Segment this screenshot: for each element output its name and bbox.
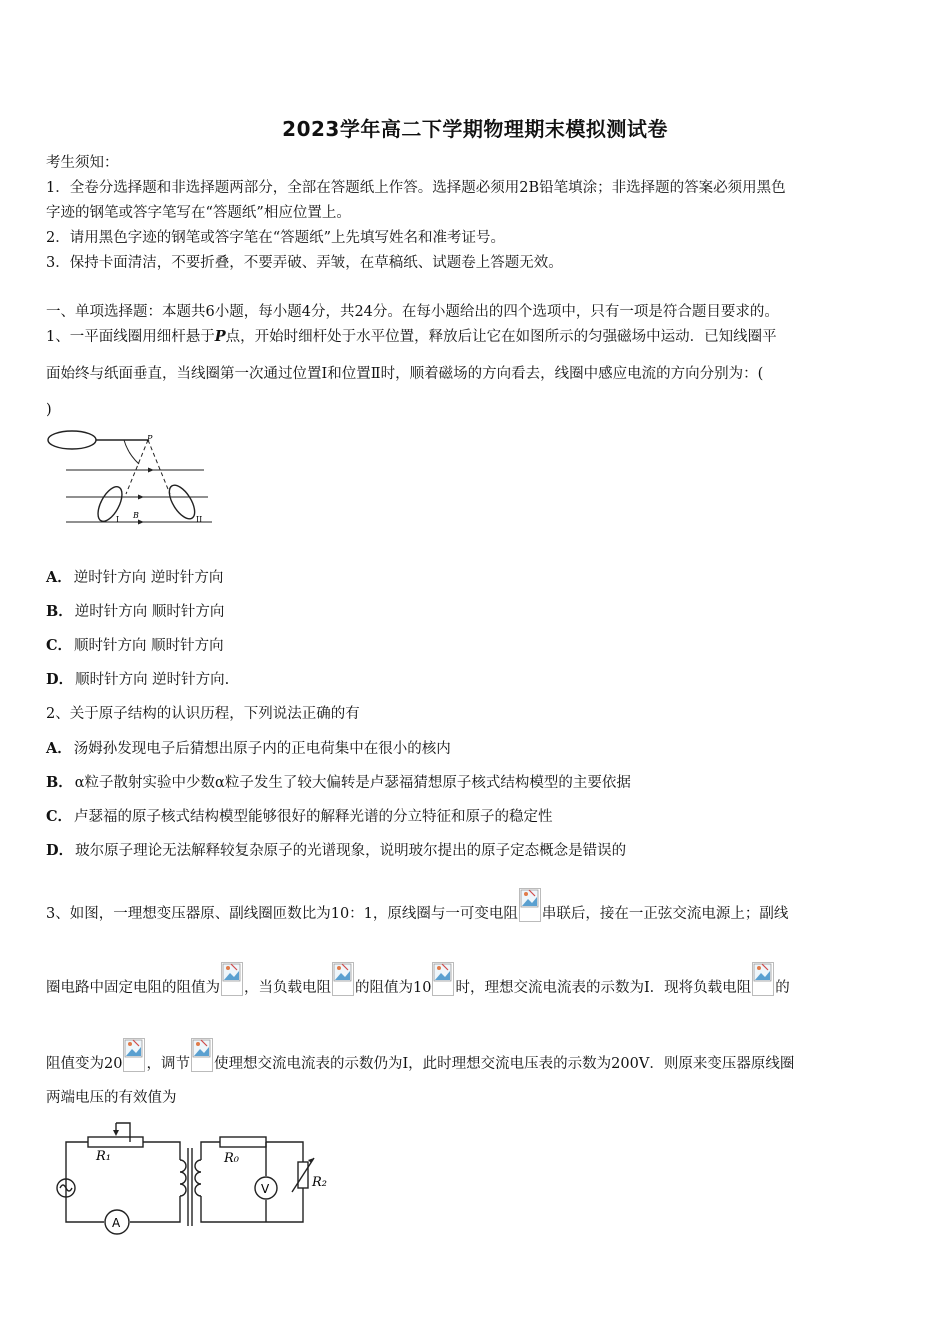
q1-stem-text: 点，开始时细杆处于水平位置，释放后让它在如图所示的匀强磁场中运动．已知线圈平 (225, 329, 777, 345)
q3-line1 (46, 888, 788, 924)
q3-line2 (46, 962, 790, 998)
option-key: A． (46, 740, 72, 757)
q3-line3 (46, 1038, 794, 1074)
q3-text: 的 (775, 980, 790, 996)
option-key: C． (46, 808, 73, 825)
option-text: 卢瑟福的原子核式结构模型能够很好的解释光谱的分立特征和原子的稳定性 (74, 809, 553, 825)
label-position-one: I (116, 515, 120, 524)
q1-stem-line3: ) (46, 402, 52, 418)
q3-line4: 两端电压的有效值为 (46, 1090, 177, 1106)
option-key: C． (46, 637, 73, 654)
q3-text: 串联后，接在一正弦交流电源上；副线 (541, 906, 789, 922)
notice-item: 1．全卷分选择题和非选择题两部分，全部在答题纸上作答。选择题必须用2B铅笔填涂；非选择题的答案必须用黑色 (46, 180, 786, 196)
label-position-two: II (196, 515, 203, 524)
q2-stem: 2、关于原子结构的认识历程，下列说法正确的有 (46, 706, 360, 722)
q1-option-a (46, 568, 223, 588)
q3-circuit-figure (48, 1118, 338, 1240)
broken-image-icon (332, 962, 354, 996)
option-key: D． (46, 671, 74, 688)
page-title: 2023学年高二下学期物理期末模拟测试卷 (282, 117, 668, 141)
q1-stem-line2: 面始终与纸面垂直，当线圈第一次通过位置Ⅰ和位置Ⅱ时，顺着磁场的方向看去，线圈中感应电流的方向分别为：( (46, 366, 764, 382)
option-text: α粒子散射实验中少数α粒子发生了较大偏转是卢瑟福猜想原子核式结构模型的主要依据 (74, 775, 631, 791)
q2-option-d (46, 841, 626, 861)
q3-text: 时，理想交流电流表的示数为I．现将负载电阻 (455, 980, 752, 996)
broken-image-icon (432, 962, 454, 996)
broken-image-icon (191, 1038, 213, 1072)
label-p: P (147, 434, 153, 443)
label-r0: R₀ (224, 1151, 239, 1166)
q3-text: 3、如图，一理想变压器原、副线圈匝数比为10：1，原线圈与一可变电阻 (46, 906, 518, 922)
option-text: 汤姆孙发现电子后猜想出原子内的正电荷集中在很小的核内 (73, 741, 451, 757)
q1-option-b (46, 602, 224, 622)
label-field-b: B (133, 511, 139, 520)
q2-option-b (46, 773, 631, 793)
notice-heading: 考生须知： (46, 155, 119, 171)
q3-text: 圈电路中固定电阻的阻值为 (46, 980, 220, 996)
broken-image-icon (519, 888, 541, 922)
q2-option-a (46, 739, 451, 759)
broken-image-icon (752, 962, 774, 996)
option-key: A． (46, 569, 72, 586)
label-r2: R₂ (312, 1175, 327, 1190)
notice-item: 2．请用黑色字迹的钢笔或答字笔在“答题纸”上先填写姓名和准考证号。 (46, 230, 506, 246)
q1-point-p: P (214, 328, 226, 345)
q3-text: 阻值变为20 (46, 1056, 123, 1072)
notice-item: 字迹的钢笔或答字笔写在“答题纸”相应位置上。 (46, 205, 351, 221)
option-text: 顺时针方向 顺时针方向 (74, 638, 224, 654)
label-r1: R₁ (96, 1149, 111, 1164)
option-key: D． (46, 842, 74, 859)
broken-image-icon (221, 962, 243, 996)
q1-option-c (46, 636, 224, 656)
q1-figure (44, 428, 219, 530)
option-key: B． (46, 603, 73, 620)
option-text: 顺时针方向 逆时针方向. (75, 672, 230, 688)
option-key: B． (46, 774, 73, 791)
q1-option-d (46, 670, 229, 690)
option-text: 逆时针方向 逆时针方向 (73, 570, 224, 586)
option-text: 逆时针方向 顺时针方向 (74, 604, 225, 620)
q3-text: 的阻值为10 (355, 980, 432, 996)
section-heading: 一、单项选择题：本题共6小题，每小题4分，共24分。在每小题给出的四个选项中，只有一项是符合题目要求的。 (46, 304, 779, 320)
q3-text: ，调节 (146, 1056, 190, 1072)
label-ammeter: A (112, 1216, 121, 1230)
label-voltmeter: V (261, 1182, 270, 1196)
q2-option-c (46, 807, 553, 827)
q1-stem-text: 1、一平面线圈用细杆悬于 (46, 329, 215, 345)
option-text: 玻尔原子理论无法解释较复杂原子的光谱现象，说明玻尔提出的原子定态概念是错误的 (75, 843, 627, 859)
notice-item: 3．保持卡面清洁，不要折叠，不要弄破、弄皱，在草稿纸、试题卷上答题无效。 (46, 255, 563, 271)
broken-image-icon (123, 1038, 145, 1072)
q1-stem-line1 (46, 327, 777, 347)
q3-text: 使理想交流电流表的示数仍为I，此时理想交流电压表的示数为200V．则原来变压器原线圈 (213, 1056, 795, 1072)
q3-text: ，当负载电阻 (244, 980, 331, 996)
